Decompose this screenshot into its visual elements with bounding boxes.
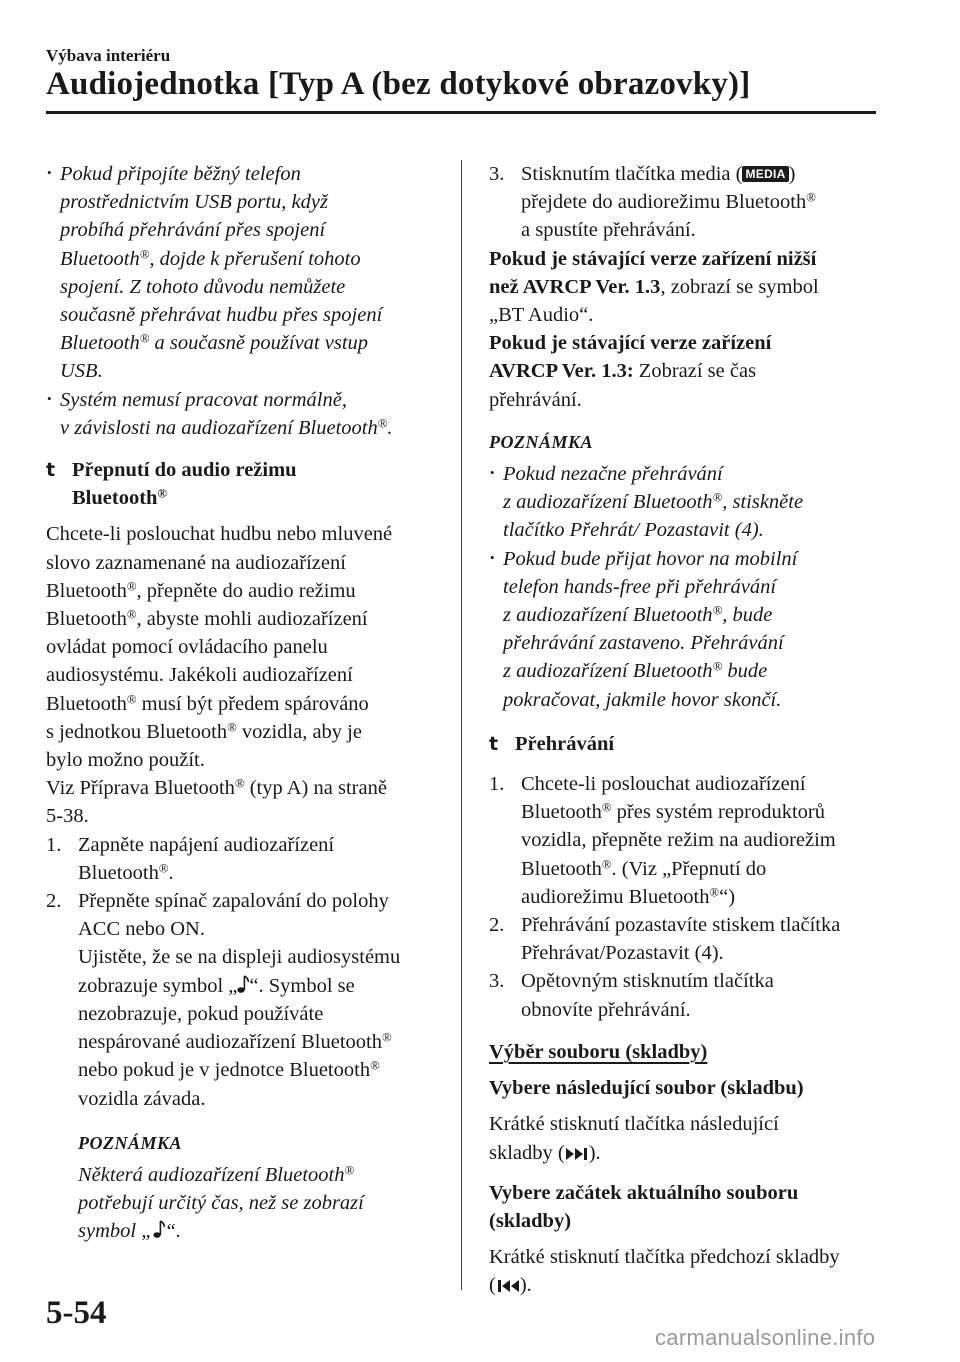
- heading-marker-icon: t: [46, 459, 56, 482]
- heading-switch-bluetooth: t Přepnutí do audio režimu Bluetooth®: [46, 456, 446, 512]
- step-1: 1. Zapněte napájení audiozařízení Bluetooth®.: [46, 833, 335, 884]
- heading-playback: t Přehrávání: [489, 730, 889, 758]
- step-2: 2. Přepněte spínač zapalování do polohy ACC nebo ON. Ujistěte, že se na displeji audiosystému zobrazuje symbol „ “. Symbol se nezobrazuje, pokud používáte nespárované audiozařízení Bluetooth® nebo pokud je v jednotce Bluetooth® vozidla závada.: [46, 890, 401, 1110]
- prev-track-text: Krátké stisknutí tlačítka předchozí skladby ( ).: [489, 1246, 840, 1297]
- step-3: 3. Stisknutím tlačítka media ( MEDIA ) přejdete do audiorežimu Bluetooth® a spustíte přehrávání.: [489, 163, 816, 242]
- condition-avrcp-13: Pokud je stávající verze zařízení AVRCP Ver. 1.3: Zobrazí se čas přehrávání.: [489, 332, 772, 411]
- note-label-right: POZNÁMKA: [489, 431, 594, 452]
- heading-track-selection: Výběr souboru (skladby): [489, 1040, 708, 1063]
- note-block-left: [46, 1129, 446, 1246]
- note-text-left: Některá audiozařízení Bluetooth® potřebují určitý čas, než se zobrazí symbol „ “.: [78, 1163, 364, 1243]
- bluetooth-audio-symbol-icon: [153, 1219, 165, 1239]
- title-rule: [46, 111, 876, 114]
- previous-track-icon: [496, 1279, 520, 1293]
- page-number: 5-54: [46, 1295, 107, 1331]
- bullet-usb-conflict: • Pokud připojíte běžný telefon prostřednictvím USB portu, když probíhá přehrávání přes spojení Bluetooth®, dojde k přerušení tohoto spojení. Z tohoto důvodu nemůžete současně přehrávat hudbu přes spojení Bluetooth® a současně používat vstup USB.: [46, 160, 446, 386]
- bullet-system-warning: • Systém nemusí pracovat normálně, v závislosti na audiozařízení Bluetooth®.: [46, 386, 446, 442]
- play-step-2: 2. Přehrávání pozastavíte stiskem tlačítka Přehrávat/Pozastavit (4).: [489, 914, 841, 965]
- note-label-left: POZNÁMKA: [78, 1132, 183, 1153]
- play-step-3: 3. Opětovným stisknutím tlačítka obnovíte přehrávání.: [489, 970, 774, 1021]
- media-button-icon: MEDIA: [742, 166, 788, 182]
- bluetooth-audio-symbol-icon: [237, 974, 249, 994]
- next-track-text: Krátké stisknutí tlačítka následující skladby ( ).: [489, 1113, 779, 1164]
- left-column: [46, 160, 446, 1246]
- column-divider: [461, 160, 462, 1290]
- heading-marker-icon: t: [489, 732, 499, 755]
- condition-lower-avrcp: Pokud je stávající verze zařízení nižší než AVRCP Ver. 1.3, zobrazí se symbol „BT Audio“.: [489, 247, 819, 327]
- right-column: [489, 160, 889, 1300]
- heading-current-track-start: Vybere začátek aktuálního souboru (skladby): [489, 1181, 799, 1232]
- section-label: Výbava interiéru: [46, 46, 171, 65]
- play-step-1: 1. Chcete-li poslouchat audiozařízení Bluetooth® přes systém reproduktorů vozidla, přepněte režim na audiorežim Bluetooth®. (Viz „Přepnutí do audiorežimu Bluetooth®“): [489, 773, 836, 908]
- heading-next-track: Vybere následující soubor (skladbu): [489, 1077, 804, 1100]
- note-bullet-playback: • Pokud nezačne přehrávání z audiozařízení Bluetooth®, stiskněte tlačítko Přehrát/ Pozastavit (4).: [489, 460, 889, 545]
- next-track-icon: [565, 1147, 589, 1161]
- intro-paragraph: Chcete-li poslouchat hudbu nebo mluvené slovo zaznamenané na audiozařízení Bluetooth®, přepněte do audio režimu Bluetooth®, abyste mohli audiozařízení ovládat pomocí ovládacího panelu audiosystému. Jakékoli audiozařízení Bluetooth® musí být předem spárováno s jednotkou Bluetooth® vozidla, aby je bylo možno použít. Viz Příprava Bluetooth® (typ A) na straně 5-38.: [46, 523, 393, 828]
- page-title: Audiojednotka [Typ A (bez dotykové obrazovky)]: [46, 66, 751, 102]
- note-bullet-call: • Pokud bude přijat hovor na mobilní telefon hands-free při přehrávání z audiozařízení Bluetooth®, bude přehrávání zastaveno. Přehrávání z audiozařízení Bluetooth® bude pokračovat, jakmile hovor skončí.: [489, 545, 889, 714]
- watermark: carmanualsonline.info: [655, 1325, 876, 1350]
